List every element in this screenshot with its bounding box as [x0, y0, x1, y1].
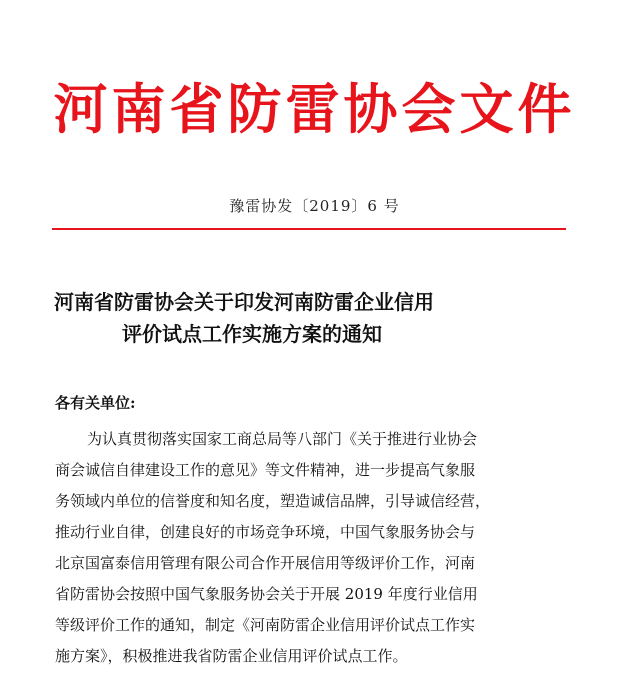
- body-line: 推动行业自律，创建良好的市场竞争环境，中国气象服务协会与: [55, 523, 476, 541]
- body-line: 等级评价工作的通知，制定《河南防雷企业信用评价试点工作实: [55, 616, 476, 634]
- body-line: 省防雷协会按照中国气象服务协会关于开展 2019 年度行业信用: [55, 585, 478, 603]
- body-line: 为认真贯彻落实国家工商总局等八部门《关于推进行业协会: [87, 430, 478, 448]
- red-header-title: 河南省防雷协会文件: [53, 78, 576, 141]
- body-line: 商会诚信自律建设工作的意见》等文件精神，进一步提高气象服: [55, 461, 476, 479]
- body-paragraph: [55, 424, 569, 672]
- notice-title-line-2: 评价试点工作实施方案的通知: [122, 322, 382, 346]
- salutation: 各有关单位:: [55, 394, 136, 412]
- notice-title-line-1: 河南省防雷协会关于印发河南防雷企业信用: [54, 290, 434, 314]
- body-line: 施方案》，积极推进我省防雷企业信用评价试点工作。: [55, 647, 408, 665]
- document-number: 豫雷协发〔2019〕6 号: [229, 197, 400, 215]
- body-line: 务领域内单位的信誉度和知名度，塑造诚信品牌，引导诚信经营，: [55, 492, 491, 510]
- body-line: 北京国富泰信用管理有限公司合作开展信用等级评价工作，河南: [55, 554, 476, 572]
- notice-title: [0, 286, 629, 350]
- red-divider-line: [52, 228, 566, 230]
